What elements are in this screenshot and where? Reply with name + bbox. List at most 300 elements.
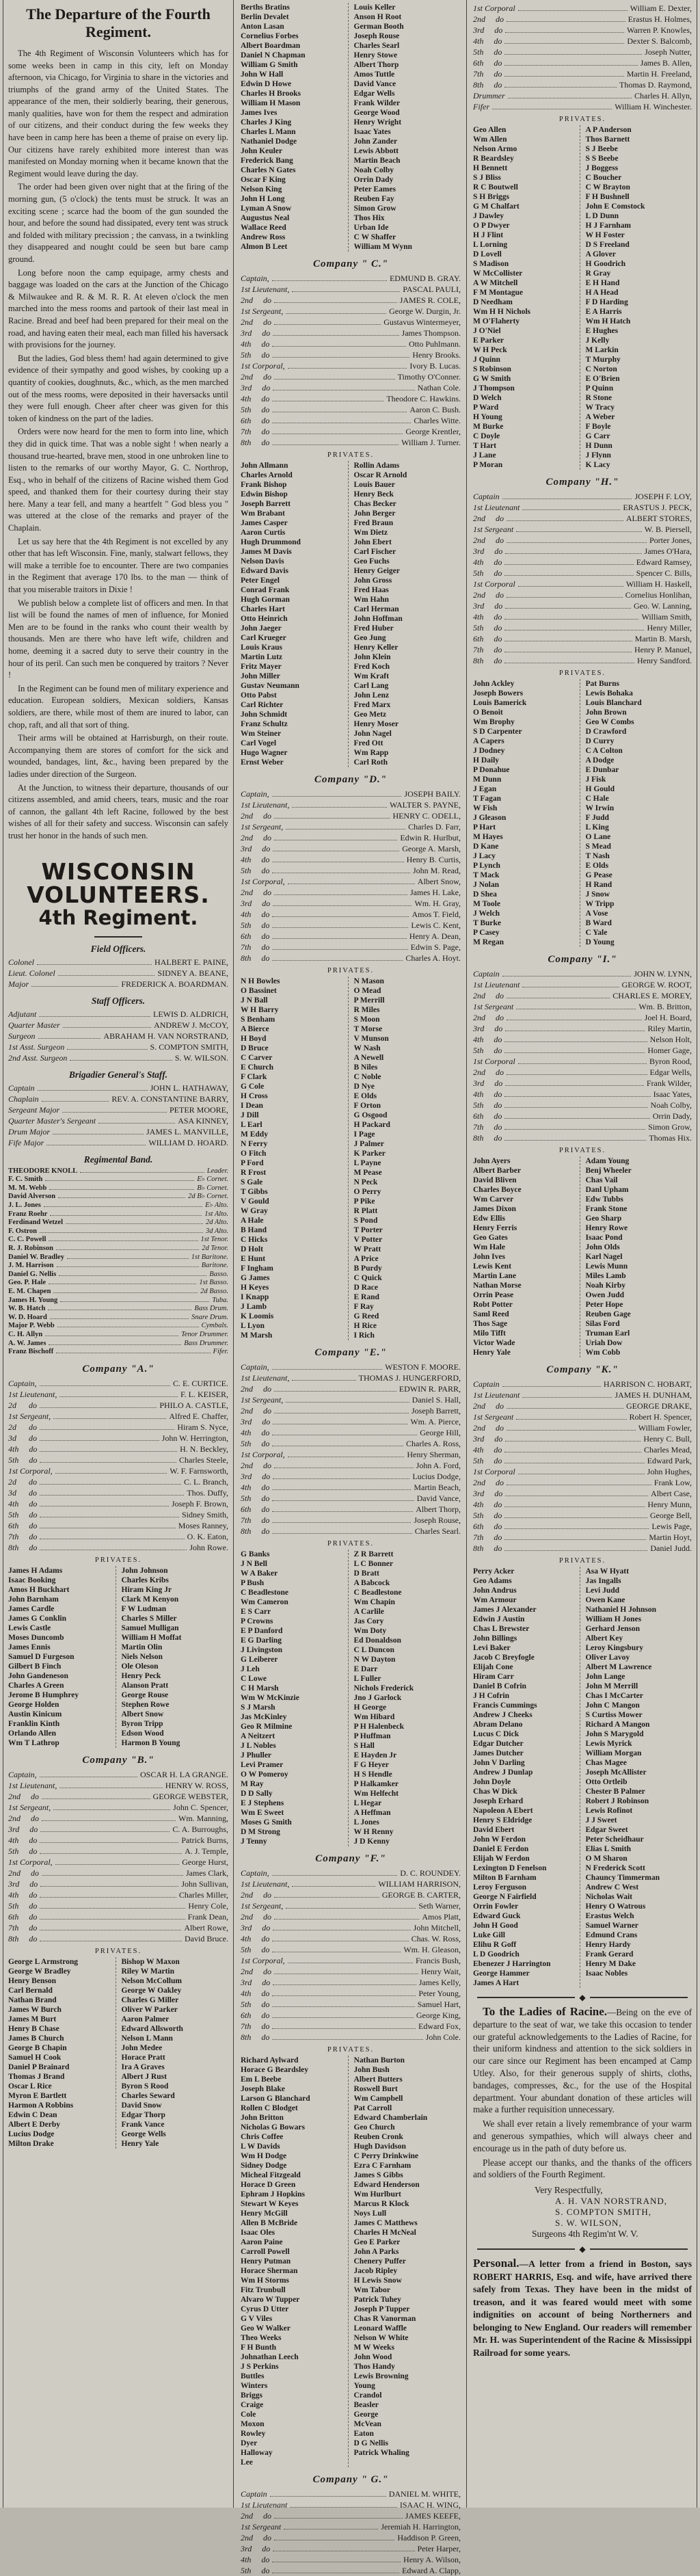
officer-row: 8th do John Rowe. xyxy=(8,1542,228,1552)
private-name: E Olds xyxy=(585,862,609,870)
private-name: John Brown xyxy=(585,708,627,717)
private-name: Augustus Neal xyxy=(241,214,290,222)
private-name: John Zander xyxy=(353,137,398,146)
private-name: Moses G Smith xyxy=(241,1818,292,1827)
private-name: Henry B Chase xyxy=(8,2024,59,2033)
private-name: Edward Davis xyxy=(241,567,288,575)
officer-row: Captain JOSEPH F. LOY, xyxy=(473,492,692,501)
private-name: Joseph Erhard xyxy=(473,1797,524,1805)
private-name: H Young xyxy=(473,413,502,421)
officer-row: Captain, WESTON F. MOORE. xyxy=(241,1362,461,1372)
private-name: J Dill xyxy=(241,1111,259,1119)
officer-row: 6th do Charles Witte. xyxy=(241,416,461,425)
private-name: Louis Keller xyxy=(353,3,396,12)
private-name: Robert J Robinson xyxy=(585,1797,649,1805)
private-name: Horace Sherman xyxy=(241,2267,298,2275)
letter-closing: Very Respectfully, xyxy=(535,2185,603,2196)
officer-row: Captain, OSCAR H. LA GRANGE. xyxy=(8,1769,228,1779)
private-name: Albert J Rust xyxy=(121,2072,167,2081)
private-name: Elihu R Goff xyxy=(473,1941,517,1949)
private-name: J Welch xyxy=(473,909,500,918)
private-name: Aaron Paine xyxy=(241,2238,283,2246)
private-name: J Fisk xyxy=(585,775,606,784)
dotted-leader xyxy=(522,1397,612,1398)
private-name: Lewis Myrick xyxy=(585,1740,632,1748)
private-name: Geo E Parker xyxy=(353,2238,401,2246)
officer-row: 2nd Asst. Surgeon S. W. WILSON. xyxy=(8,1052,228,1063)
private-name: Jas Cory xyxy=(353,1617,384,1625)
private-name: O Bassinet xyxy=(241,987,277,995)
private-name: N Mason xyxy=(353,977,384,985)
private-name: H Bennett xyxy=(473,164,508,172)
private-name: W Fish xyxy=(473,804,498,812)
private-name: Orrin Pease xyxy=(473,1291,514,1299)
private-name: Conrad Frank xyxy=(241,586,290,594)
private-name: G Pease xyxy=(585,871,612,879)
private-name: J D Kenny xyxy=(353,1837,390,1846)
private-name: Charles Kribs xyxy=(121,1576,169,1584)
dotted-leader xyxy=(273,905,412,906)
private-name: M Pease xyxy=(353,1169,382,1177)
private-name: L C Bonner xyxy=(353,1560,394,1568)
private-name: V Munson xyxy=(353,1035,389,1043)
company-i-heading: Company "I." xyxy=(548,954,617,965)
dotted-leader xyxy=(507,21,625,22)
private-name: George xyxy=(353,2411,379,2419)
private-name: D Bratt xyxy=(353,1569,379,1578)
dotted-leader xyxy=(272,796,402,797)
private-name: Albert Thorp xyxy=(353,61,399,69)
private-name: M O'Flaherty xyxy=(473,317,520,326)
dotted-leader xyxy=(272,1511,413,1512)
private-name: John Billings xyxy=(473,1634,517,1643)
officer-row: 5th do David Vance, xyxy=(241,1493,461,1503)
band-row: R. J. Robinson 2d Tenor. xyxy=(8,1245,228,1253)
private-name: John W Ferdon xyxy=(473,1835,526,1844)
private-name: Lyman A Snow xyxy=(241,204,292,213)
private-name: Moxon xyxy=(241,2420,265,2428)
dotted-leader xyxy=(62,1112,167,1113)
officer-row: 7th do Henry P. Manuel, xyxy=(473,645,692,654)
private-name: William Morgan xyxy=(585,1749,642,1757)
private-name: D Welch xyxy=(473,394,502,402)
field-officers-list xyxy=(8,957,228,990)
dotted-leader xyxy=(38,1090,148,1091)
private-name: Patrick Tuhey xyxy=(353,2296,401,2304)
officer-row: 1st Sergeant Jeremiah H. Harrington, xyxy=(241,2522,461,2532)
private-name: Marcus R Klock xyxy=(353,2200,409,2208)
private-name: F Clark xyxy=(241,1073,267,1081)
private-name: George W Oakley xyxy=(121,1986,182,1995)
private-name: Noah Kirby xyxy=(585,1282,625,1290)
private-name: Oliver Lavoy xyxy=(585,1654,630,1662)
officer-row: 4th do Joseph F. Brown, xyxy=(8,1498,228,1509)
dotted-leader xyxy=(272,2028,416,2029)
private-name: Wm Dietz xyxy=(353,529,388,537)
private-name: E P Danford xyxy=(241,1627,283,1635)
dotted-leader xyxy=(518,586,623,587)
officer-row: Captain, D. C. ROUNDEY. xyxy=(241,1868,461,1878)
ornamental-divider: ◆ xyxy=(477,1995,688,2000)
officer-row: 5th do Spencer C. Bills, xyxy=(473,568,692,578)
private-name: Lucius Dodge xyxy=(8,2129,55,2138)
dotted-leader xyxy=(272,1369,383,1370)
private-name: Carl Bernald xyxy=(8,1986,53,1995)
private-name: H Rice xyxy=(353,1322,377,1330)
officer-row: Captain DANIEL M. WHITE, xyxy=(241,2489,461,2499)
officer-row: Fife Major WILLIAM D. HOARD. xyxy=(8,1137,228,1147)
private-name: Edgar Wells xyxy=(353,90,395,98)
officer-row: Lieut. Colonel SIDNEY A. BEANE, xyxy=(8,968,228,978)
officer-row: 1st Lieutenant, PASCAL PAULI, xyxy=(241,284,461,294)
private-name: C Boucher xyxy=(585,174,622,182)
private-name: John H Long xyxy=(241,195,285,203)
private-name: Urban Ide xyxy=(353,224,389,232)
private-name: Fred Braun xyxy=(353,519,394,527)
private-name: John Jaeger xyxy=(241,624,282,633)
private-name: H Keyes xyxy=(241,1284,269,1292)
private-name: Cornelius Forbes xyxy=(241,32,299,40)
private-name: W McCollister xyxy=(473,269,523,278)
private-name: Albert Boardman xyxy=(241,42,301,50)
dotted-leader xyxy=(42,1798,150,1799)
dotted-leader xyxy=(59,1396,178,1397)
private-name: Nichols Frederick xyxy=(353,1684,414,1692)
dotted-leader xyxy=(272,1995,416,1996)
dotted-leader xyxy=(274,1897,379,1898)
dotted-leader xyxy=(518,1063,647,1064)
private-name: Horace G Beardsley xyxy=(241,2066,309,2074)
brigadier-staff-list xyxy=(8,1083,228,1148)
officer-row: 5th do Wm. H. Gleason, xyxy=(241,1945,461,1954)
private-name: John Keuler xyxy=(241,147,283,155)
staff-officers-heading: Staff Officers. xyxy=(91,995,146,1006)
company-g-officers-continued xyxy=(473,3,692,112)
dotted-leader xyxy=(274,894,407,895)
private-name: O P Dwyer xyxy=(473,222,510,230)
headline-line1: The Departure of the Fourth xyxy=(26,5,211,23)
private-name: Edson Wood xyxy=(121,1729,164,1738)
officer-row: 1st Sergeant, Charles D. Farr, xyxy=(241,822,461,832)
officer-row: 5th do Joseph Nutter, xyxy=(473,47,692,57)
band-list xyxy=(8,1167,228,1357)
private-name: Orlando Allen xyxy=(8,1729,56,1738)
private-name: Richard A Mangon xyxy=(585,1721,650,1729)
officer-row: 4th do Theodore C. Hawkins. xyxy=(241,394,461,403)
private-name: James G Conklin xyxy=(8,1614,66,1623)
officer-row: Quarter Master ANDREW J. McCOY, xyxy=(8,1020,228,1030)
private-name: Peter Engel xyxy=(241,576,280,585)
dotted-leader xyxy=(59,1275,206,1276)
privates-right xyxy=(116,1566,229,1748)
company-k-heading: Company "K." xyxy=(546,1364,619,1375)
officer-row: Colonel HALBERT E. PAINE, xyxy=(8,957,228,967)
private-name: C Noble xyxy=(353,1073,381,1081)
private-name: Frank Vance xyxy=(121,2120,165,2129)
private-name: Lucus C Dick xyxy=(473,1730,520,1738)
private-name: Carl Fischer xyxy=(353,548,396,556)
private-name: T Fagan xyxy=(473,795,502,803)
private-name: J Flynn xyxy=(585,451,611,460)
band-heading: Regimental Band. xyxy=(83,1154,153,1165)
private-name: Charles H Brooks xyxy=(241,90,301,98)
private-name: Ebenezer J Harrington xyxy=(473,1960,551,1968)
private-name: Otto Heinrich xyxy=(241,615,288,623)
officer-row: 3rd do C. A. Burroughs, xyxy=(8,1824,228,1834)
private-name: Geo Church xyxy=(353,2123,395,2132)
private-name: G Osgood xyxy=(353,1111,388,1119)
private-name: M W Weeks xyxy=(353,2343,394,2352)
officer-row: 5th do Aaron C. Bush. xyxy=(241,405,461,414)
officer-row: 4th do Patrick Burns, xyxy=(8,1835,228,1845)
private-name: Cole xyxy=(241,2411,256,2419)
private-name: John Schmidt xyxy=(241,711,288,719)
private-name: H Lewis Snow xyxy=(353,2276,402,2285)
private-name: Jerome B Humphrey xyxy=(8,1690,79,1699)
private-name: T Morse xyxy=(353,1025,383,1033)
private-name: Thos Barnett xyxy=(585,135,630,144)
private-name: S Curtiss Mower xyxy=(585,1711,643,1719)
officer-row: 3rd do Albert Case, xyxy=(473,1489,692,1498)
private-name: James Dixon xyxy=(473,1205,516,1213)
private-name: Louis Blanchard xyxy=(585,699,642,707)
officer-row: 1st Lieutenant JAMES H. DUNHAM, xyxy=(473,1390,692,1400)
privates-label: PRIVATES. xyxy=(327,967,375,974)
private-name: Adam Young xyxy=(585,1157,630,1165)
dotted-leader xyxy=(49,1344,181,1345)
private-name: W Pratt xyxy=(353,1245,381,1253)
private-name: S J Bliss xyxy=(473,174,501,182)
officer-row: 2nd do Porter Jones, xyxy=(473,535,692,545)
dotted-leader xyxy=(505,32,624,33)
private-name: J Boggess xyxy=(585,164,619,172)
officer-row: 1st Lieutenant, HENRY W. ROSS, xyxy=(8,1780,228,1790)
private-name: George L Armstrong xyxy=(8,1957,78,1966)
private-name: Martin Lane xyxy=(473,1272,516,1280)
roster-masthead xyxy=(8,860,228,938)
dotted-leader xyxy=(45,1180,194,1181)
private-name: Lewis Kent xyxy=(473,1262,511,1271)
private-name: Daniel N Chapman xyxy=(241,51,306,59)
private-name: James Ives xyxy=(241,109,278,117)
private-name: P H Halenbeck xyxy=(353,1723,404,1731)
masthead-title: WISCONSIN VOLUNTEERS. xyxy=(27,858,210,909)
private-name: Amos Tuttle xyxy=(353,70,395,79)
private-name: Harmon A Robbins xyxy=(8,2101,74,2110)
private-name: E A Harris xyxy=(585,308,622,316)
private-name: Wm Cameron xyxy=(241,1598,288,1606)
private-name: I Page xyxy=(353,1130,375,1139)
dotted-leader xyxy=(55,1473,167,1474)
dotted-leader xyxy=(49,1240,198,1241)
officer-row: 2nd do William Fowler, xyxy=(473,1423,692,1433)
officer-row: Captain JOHN W. LYNN, xyxy=(473,969,692,979)
private-name: Charles S Miller xyxy=(121,1614,177,1623)
officer-row: 4th do Peter Young, xyxy=(241,1989,461,1998)
privates-right xyxy=(116,1957,229,2149)
private-name: Orrin Fowler xyxy=(473,1902,519,1911)
private-name: John Miller xyxy=(241,672,280,680)
officer-row: 1st Corporal William E. Dexter, xyxy=(473,3,692,13)
private-name: Andrew J Cheeks xyxy=(473,1711,533,1719)
band-row: W. B. Hatch Bass Drum. xyxy=(8,1305,228,1313)
article-paragraph: We publish below a complete list of officers and men. In that list will be found the names of men of influence, for Monied Men are to be found in the ranks who count their wealth by thousands. Men are there who have left wife, children and home, deeming it a sacred duty to serve their country in the hour of its peril. Can such men be conquered by traitors ? Never ! xyxy=(8,598,228,680)
private-name: R Beardsley xyxy=(473,155,514,163)
private-name: Aaron Curtis xyxy=(241,529,286,537)
officer-row: 2nd do Edwin R. Hurlbut, xyxy=(241,833,461,842)
private-name: Henry McGill xyxy=(241,2209,288,2218)
private-name: George Wells xyxy=(121,2129,166,2138)
privates-left xyxy=(473,125,580,470)
private-name: McVean xyxy=(353,2420,381,2428)
dotted-leader xyxy=(504,575,633,576)
officer-row: 1st Corporal Byron Rood, xyxy=(473,1057,692,1066)
private-name: John W Hall xyxy=(241,70,284,79)
officer-row: 1st Lieutenant, F. L. KEISER, xyxy=(8,1389,228,1399)
private-name: Geo Jung xyxy=(353,634,386,642)
officer-row: 3rd do John Sullivan, xyxy=(8,1878,228,1889)
private-name: Samuel H Cook xyxy=(8,2053,62,2062)
private-name: O Benoit xyxy=(473,708,503,717)
private-name: G Carr xyxy=(585,432,610,440)
officer-row: 3rd do Wm. A. Pierce, xyxy=(241,1417,461,1426)
private-name: Rowley xyxy=(241,2430,266,2438)
private-name: James M Davis xyxy=(241,548,292,556)
officer-row: 2nd do Wm. Manning, xyxy=(8,1813,228,1823)
privates-left xyxy=(473,1567,580,1988)
private-name: S Mead xyxy=(585,842,611,851)
private-name: Ephram J Hopkins xyxy=(241,2190,305,2199)
private-name: Martin Lutz xyxy=(241,653,283,661)
private-name: Wm W McKinzie xyxy=(241,1694,299,1702)
private-name: C A Colton xyxy=(585,747,623,755)
private-name: John V Darling xyxy=(473,1759,525,1767)
private-name: Wm Armour xyxy=(473,1596,517,1604)
officer-row: Captain, JOSEPH BAILY. xyxy=(241,789,461,799)
private-name: Lewis Abbott xyxy=(353,147,399,155)
private-name: Edward Allsworth xyxy=(121,2024,183,2033)
private-name: Hugh Davidson xyxy=(353,2142,406,2151)
private-name: A Carlile xyxy=(353,1608,384,1616)
private-name: Samuel Warner xyxy=(585,1922,638,1930)
officer-row: 1st Corporal, W. F. Farnsworth, xyxy=(8,1465,228,1476)
private-name: John Bush xyxy=(353,2066,390,2074)
private-name: George Rouse xyxy=(121,1690,169,1699)
letter-paragraph-1: To the Ladies of Racine.—Being on the eve of departure to the seat of war, we take this occasion to tender our grateful acknowledgements to the Ladies of Racine, for their uniform kindness and attention to the sick soldiers in our care since our Regiment has been encamped at Camp Utley. Also, for their generous supply of shirts, cloths, bandages, compresses, &c., for the use of the Hospital department. Your abundant donation of these articles will make a further requisition unnecessary. xyxy=(473,2005,692,2115)
dotted-leader xyxy=(40,1232,203,1233)
private-name: Owen Kane xyxy=(585,1596,625,1604)
private-name: Leonard Waffle xyxy=(353,2324,407,2333)
dotted-leader xyxy=(50,1318,189,1319)
officer-row: 6th do Orrin Dady, xyxy=(473,1111,692,1121)
officer-row: 2nd do Haddison P. Green, xyxy=(241,2533,461,2542)
private-name: J Tenny xyxy=(241,1837,267,1846)
private-name: Elijah W Ferdon xyxy=(473,1855,530,1863)
private-name: Pat Carroll xyxy=(353,2104,392,2112)
officer-row: 8th do David Bruce. xyxy=(8,1933,228,1943)
dotted-leader xyxy=(507,1074,647,1075)
dotted-leader xyxy=(44,1206,202,1207)
company-g-privates xyxy=(473,125,692,470)
private-name: John Gandeneson xyxy=(8,1671,68,1680)
officer-row: 4th do Henry B. Curtis, xyxy=(241,855,461,864)
band-row: Franz Roehr 1st Alto. xyxy=(8,1210,228,1218)
private-name: E Hayden Jr xyxy=(353,1751,397,1760)
private-name: Frank Wilder xyxy=(353,99,401,107)
officer-row: Surgeon ABRAHAM H. VAN NORSTRAND, xyxy=(8,1031,228,1041)
private-name: N H Bowles xyxy=(241,977,280,985)
private-name: Geo R Milmine xyxy=(241,1723,293,1731)
dotted-leader xyxy=(504,1096,650,1097)
company-f-privates xyxy=(241,2056,461,2467)
company-c-heading: Company " C." xyxy=(312,258,389,269)
privates-label: PRIVATES. xyxy=(558,116,606,123)
private-name: Joseph P Tupper xyxy=(353,2305,410,2313)
private-name: Charles G Miller xyxy=(121,1995,179,2004)
private-name: E Darr xyxy=(353,1665,378,1673)
private-name: Victor Wade xyxy=(473,1339,515,1347)
private-name: David Ebert xyxy=(473,1826,515,1834)
officer-row: 4th do Chas. W. Ross, xyxy=(241,1934,461,1943)
signature: S. COMPTON SMITH, xyxy=(555,2207,652,2218)
private-name: Otto Pabst xyxy=(241,691,277,700)
masthead-subtitle: 4th Regiment. xyxy=(38,905,198,929)
private-name: V Gould xyxy=(241,1197,269,1206)
officer-row: 7th do O. K. Eaton, xyxy=(8,1531,228,1541)
dotted-leader xyxy=(272,2006,414,2007)
private-name: L Earl xyxy=(241,1121,262,1129)
privates-left xyxy=(8,1566,116,1748)
private-name: H Gould xyxy=(585,785,615,793)
private-name: N Peck xyxy=(353,1178,378,1186)
private-name: Lewis Browning xyxy=(353,2372,409,2380)
private-name: Wm Doty xyxy=(353,1627,387,1635)
officer-row: 1st Corporal, Albert Snow, xyxy=(241,877,461,886)
private-name: John Lenz xyxy=(353,691,389,700)
private-name: Theo Weeks xyxy=(241,2334,282,2342)
private-name: Henry Yale xyxy=(121,2139,159,2148)
private-name: H J Flint xyxy=(473,231,504,239)
article-paragraph: Their arms will be obtained at Harrisburgh, on their route. Accompanying them are stores of comfort for the sick and wounded, bandages, lint, &c., having been prepared by the ladies under direction of the Surgeon. xyxy=(8,733,228,779)
dotted-leader xyxy=(507,597,623,598)
private-name: Otto Ortleib xyxy=(585,1778,628,1786)
private-name: C Doyle xyxy=(473,432,500,440)
dotted-leader xyxy=(272,1522,411,1523)
private-name: J L Nobles xyxy=(241,1742,276,1750)
private-name: Owen Judd xyxy=(585,1291,625,1299)
private-name: Sidney Dodge xyxy=(241,2162,287,2170)
private-name: Charles H McNeal xyxy=(353,2229,416,2237)
private-name: Frank Gerard xyxy=(585,1950,634,1958)
private-name: T Murphy xyxy=(585,356,621,364)
dotted-leader xyxy=(272,2017,414,2018)
private-name: David Bliven xyxy=(473,1176,517,1184)
private-name: Charles Arnold xyxy=(241,471,293,479)
private-name: J S Perkins xyxy=(241,2363,279,2371)
private-name: S Robinson xyxy=(473,365,511,373)
dotted-leader xyxy=(42,1820,176,1821)
private-name: H S Hendle xyxy=(353,1770,392,1779)
private-name: W Nash xyxy=(353,1044,381,1052)
officer-row: 4th do Charles Miller, xyxy=(8,1889,228,1900)
band-row: W. D. Hoard Snare Drum. xyxy=(8,1313,228,1321)
company-i-officers xyxy=(473,968,692,1143)
private-name: S Pond xyxy=(353,1217,378,1225)
private-name: Berlin Devalet xyxy=(241,13,289,21)
private-name: J O'Niel xyxy=(473,327,501,335)
private-name: Carl Krueger xyxy=(241,634,286,642)
private-name: C W Brayton xyxy=(585,183,630,191)
